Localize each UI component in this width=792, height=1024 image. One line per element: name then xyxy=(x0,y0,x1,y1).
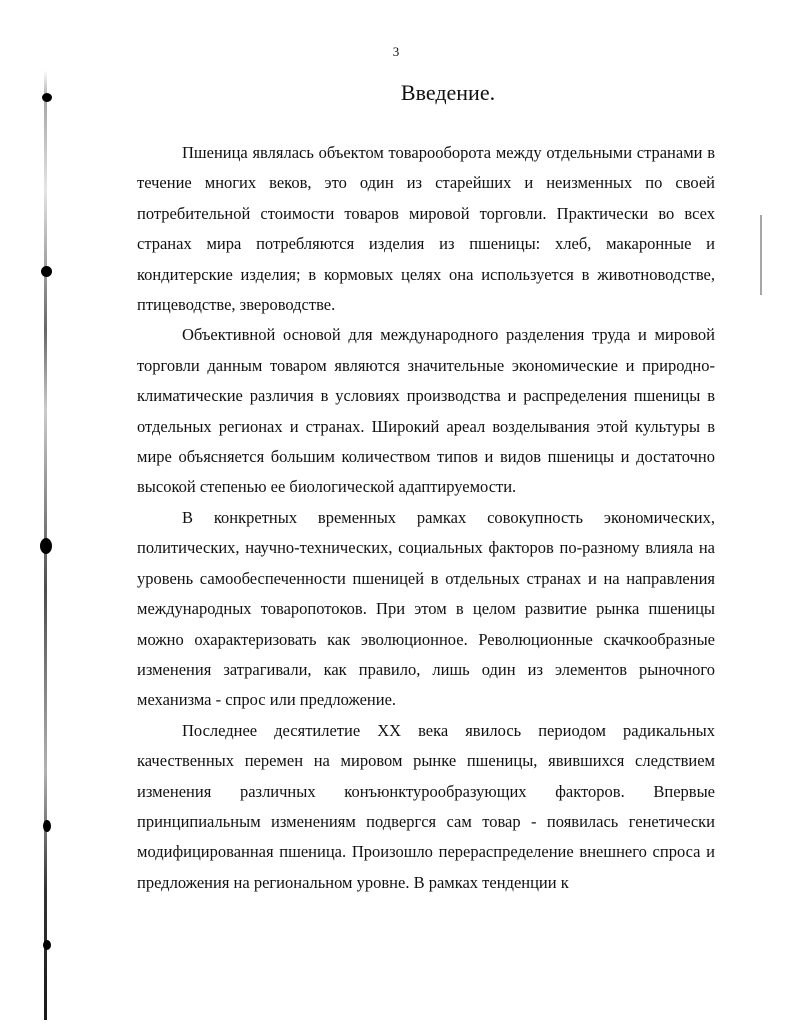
scan-edge-right xyxy=(760,215,762,295)
scan-artifact-mark xyxy=(40,538,52,554)
paragraph-2: Объективной основой для международного разделения труда и мировой торговли данным товаром являются значительные экономические и природно-климатические различия в условиях производства и распределения пшеницы в отдельных регионах и странах. Широкий ареал возделывания этой культуры в мире объясняется большим количеством типов и видов пшеницы и достаточно высокой степенью ее биологической адаптируемости. xyxy=(137,325,715,497)
scan-artifact-mark xyxy=(43,820,51,832)
paragraph-3: В конкретных временных рамках совокупность экономических, политических, научно-технических, социальных факторов по-разному влияла на уровень самообеспеченности пшеницей в отдельных странах и на направления международных товаропотоков. При этом в целом развитие рынка пшеницы можно охарактеризовать как эволюционное. Революционные скачкообразные изменения затрагивали, как правило, лишь один из элементов рыночного механизма - спрос или предложение. xyxy=(137,507,715,710)
scan-artifact-mark xyxy=(41,266,52,277)
page-number: 3 xyxy=(392,44,400,59)
document-body xyxy=(137,138,715,898)
scan-artifact-mark xyxy=(43,940,51,950)
page-title: Введение. xyxy=(400,80,496,105)
paragraph-4: Последнее десятилетие XX века явилось периодом радикальных качественных перемен на мировом рынке пшеницы, явившихся следствием изменения различных конъюнктурообразующих факторов. Впервые принципиальным изменениям подвергся сам товар - появилась генетически модифицированная пшеница. Произошло перераспределение внешнего спроса и предложения на региональном уровне. В рамках тенденции к xyxy=(137,720,715,892)
paragraph-1: Пшеница являлась объектом товарооборота между отдельными странами в течение многих веков, это один из старейших и неизменных по своей потребительной стоимости товаров мировой торговли. Практически во всех странах мира потребляются изделия из пшеницы: хлеб, макаронные и кондитерские изделия; в кормовых целях она используется в животноводстве, птицеводстве, звероводстве. xyxy=(137,143,715,315)
